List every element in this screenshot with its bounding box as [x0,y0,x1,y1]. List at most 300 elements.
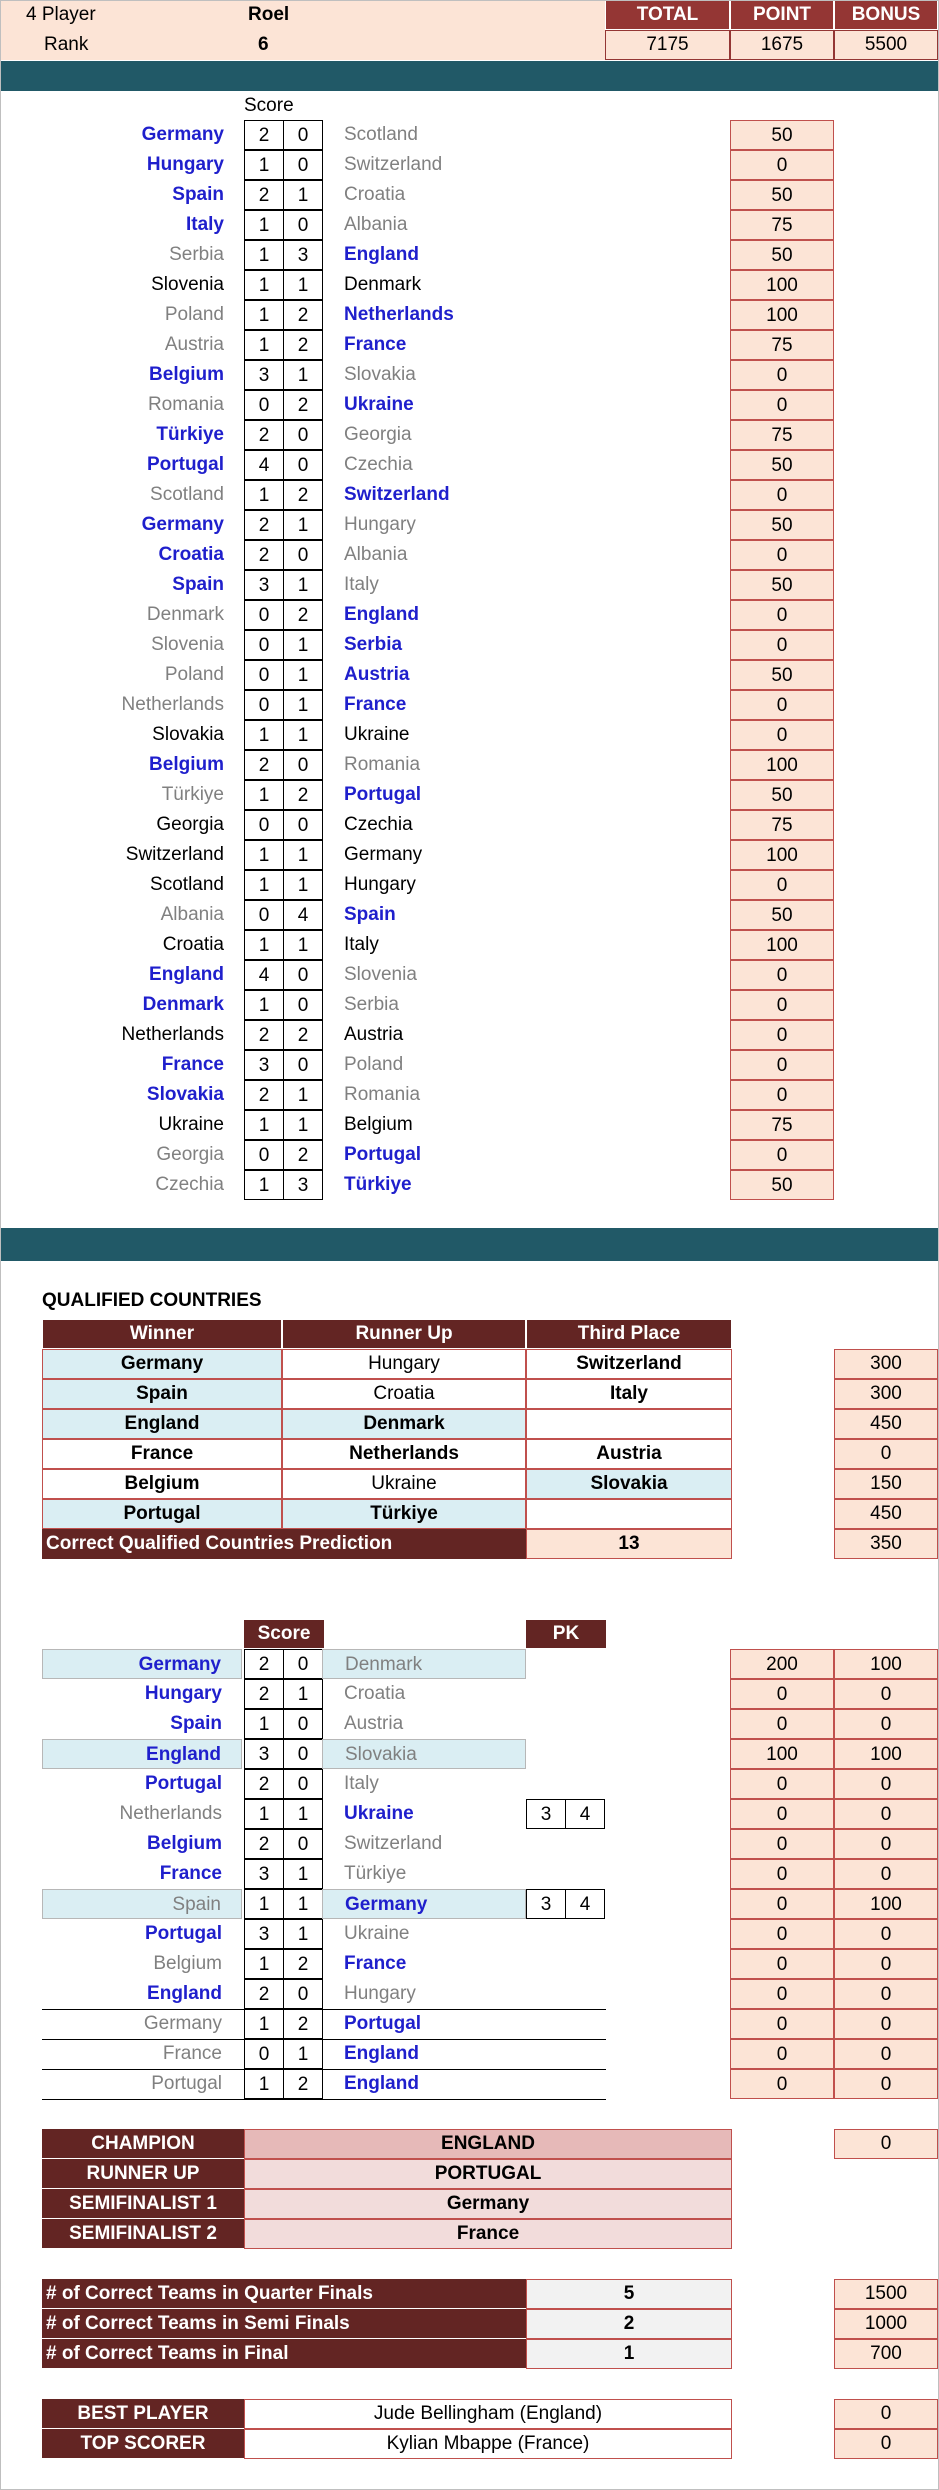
away-score-input[interactable]: 0 [283,990,323,1020]
home-score-input[interactable]: 3 [244,1050,284,1080]
round-divider-line [42,2009,606,2010]
pk-away-input[interactable]: 4 [565,1799,605,1829]
home-score-input[interactable]: 2 [244,120,284,150]
away-score-input[interactable]: 4 [283,900,323,930]
top-scorer-points: 0 [834,2429,938,2459]
knockout-points: 0 [730,1799,834,1829]
away-score-input[interactable]: 2 [283,1140,323,1170]
away-team: Portugal [344,1144,422,1165]
home-team: Portugal [146,454,224,475]
player-name[interactable]: Roel [248,4,290,25]
qualified-footer-label: Correct Qualified Countries Prediction [42,1529,526,1559]
home-score-input[interactable]: 2 [244,750,284,780]
knockout-bonus: 0 [834,2039,938,2069]
knockout-points: 0 [730,1679,834,1709]
match-points: 50 [730,780,834,810]
table-row [0,840,939,870]
bonus-value: 5500 [834,30,938,60]
away-score-input[interactable]: 1 [283,870,323,900]
knockout-home-team: Hungary [144,1683,222,1704]
match-points: 0 [730,600,834,630]
knockout-bonus: 0 [834,1979,938,2009]
knockout-home-score-input[interactable]: 1 [244,2009,284,2039]
third-place-cell[interactable]: Switzerland [526,1349,732,1379]
correct-teams-label: # of Correct Teams in Quarter Finals [42,2279,526,2309]
home-score-input[interactable]: 1 [244,870,284,900]
away-team: Croatia [344,184,406,205]
away-team: Scotland [344,124,418,145]
away-score-input[interactable]: 1 [283,1110,323,1140]
home-team: Spain [172,184,224,205]
away-score-input[interactable]: 0 [283,450,323,480]
home-score-input[interactable]: 1 [244,210,284,240]
match-points: 0 [730,1080,834,1110]
runner-up-cell[interactable]: Denmark [282,1409,526,1439]
winner-cell[interactable]: France [42,1439,282,1469]
away-team: England [344,244,419,265]
away-score-input[interactable]: 0 [283,1050,323,1080]
group-points: 0 [834,1439,938,1469]
top-scorer-value[interactable]: Kylian Mbappe (France) [244,2429,732,2459]
knockout-away-team: Denmark [322,1649,526,1679]
knockout-pk-header: PK [526,1620,606,1648]
knockout-bonus: 0 [834,1829,938,1859]
knockout-points: 0 [730,2069,834,2099]
table-row [0,1140,939,1170]
home-score-input[interactable]: 2 [244,1080,284,1110]
champion-points: 0 [834,2129,938,2159]
knockout-away-score-input[interactable]: 1 [283,1679,323,1709]
knockout-away-score-input[interactable]: 0 [283,1769,323,1799]
away-score-input[interactable]: 2 [283,480,323,510]
knockout-away-team: Ukraine [344,1803,414,1824]
away-score-input[interactable]: 2 [283,330,323,360]
winner-cell[interactable]: Portugal [42,1499,282,1529]
home-score-input[interactable]: 2 [244,540,284,570]
table-row [0,870,939,900]
home-team: Netherlands [121,694,224,715]
knockout-away-score-input[interactable]: 0 [283,1829,323,1859]
third-place-cell[interactable]: Italy [526,1379,732,1409]
away-team: Türkiye [344,1174,412,1195]
home-score-input[interactable]: 0 [244,600,284,630]
home-score-input[interactable]: 1 [244,150,284,180]
knockout-away-score-input[interactable]: 0 [283,1649,323,1679]
winner-cell[interactable]: England [42,1409,282,1439]
knockout-away-score-input[interactable]: 1 [283,1889,323,1919]
home-team: Belgium [149,754,224,775]
away-score-input[interactable]: 1 [283,840,323,870]
knockout-away-team: Austria [344,1713,404,1734]
away-team: Switzerland [344,484,450,505]
home-team: Denmark [142,994,224,1015]
knockout-away-score-input[interactable]: 2 [283,2069,323,2099]
away-score-input[interactable]: 2 [283,780,323,810]
home-score-input[interactable]: 4 [244,960,284,990]
home-team: Ukraine [158,1114,224,1135]
knockout-bonus: 100 [834,1649,938,1679]
match-points: 0 [730,1050,834,1080]
home-team: Belgium [149,364,224,385]
away-team: Portugal [344,784,422,805]
away-team: Denmark [344,274,422,295]
home-team: Scotland [150,874,224,895]
away-score-input[interactable]: 0 [283,960,323,990]
knockout-home-score-input[interactable]: 1 [244,1709,284,1739]
home-team: Austria [164,334,224,355]
knockout-home-score-input[interactable]: 2 [244,1829,284,1859]
knockout-bonus: 0 [834,1859,938,1889]
table-row [0,210,939,240]
home-team: Slovenia [151,274,224,295]
table-row [0,780,939,810]
champion-value[interactable]: ENGLAND [244,2129,732,2159]
knockout-home-team: Portugal [144,1923,222,1944]
best-player-label: BEST PLAYER [42,2399,244,2429]
match-points: 0 [730,150,834,180]
away-score-input[interactable]: 0 [283,420,323,450]
home-team: France [161,1054,224,1075]
away-score-input[interactable]: 1 [283,930,323,960]
round-divider-line [42,2099,606,2100]
away-score-input[interactable]: 3 [283,1170,323,1200]
away-team: Albania [344,544,408,565]
knockout-bonus: 0 [834,1799,938,1829]
best-player-value[interactable]: Jude Bellingham (England) [244,2399,732,2429]
knockout-home-score-input[interactable]: 2 [244,1679,284,1709]
total-header: TOTAL [605,0,730,30]
knockout-home-team: Germany [143,2013,222,2034]
match-points: 0 [730,1140,834,1170]
away-score-input[interactable]: 1 [283,630,323,660]
match-points: 75 [730,420,834,450]
home-score-input[interactable]: 1 [244,300,284,330]
winner-cell[interactable]: Belgium [42,1469,282,1499]
semifinalist-2-value[interactable]: France [244,2219,732,2249]
point-value: 1675 [730,30,834,60]
rank-label: Rank [44,34,89,55]
home-score-input[interactable]: 1 [244,270,284,300]
knockout-points: 0 [730,1709,834,1739]
correct-teams-count: 2 [526,2309,732,2339]
away-team: France [344,694,407,715]
away-team: Romania [344,754,421,775]
home-score-input[interactable]: 0 [244,390,284,420]
knockout-away-team: Germany [322,1889,526,1919]
knockout-away-score-input[interactable]: 2 [283,1949,323,1979]
home-team: Scotland [150,484,224,505]
correct-teams-points: 1000 [834,2309,938,2339]
away-score-input[interactable]: 1 [283,510,323,540]
match-points: 50 [730,240,834,270]
runner-up-header: Runner Up [282,1319,526,1349]
knockout-score-header: Score [244,1620,324,1648]
away-score-input[interactable]: 0 [283,540,323,570]
knockout-bonus: 0 [834,1919,938,1949]
match-points: 0 [730,870,834,900]
home-team: Croatia [162,934,224,955]
runner-up-cell[interactable]: Netherlands [282,1439,526,1469]
match-points: 0 [730,390,834,420]
third-place-cell[interactable]: Austria [526,1439,732,1469]
knockout-away-score-input[interactable]: 0 [283,1979,323,2009]
home-team: Hungary [146,154,224,175]
home-score-input[interactable]: 2 [244,1020,284,1050]
away-team: Poland [344,1054,404,1075]
knockout-home-score-input[interactable]: 1 [244,1799,284,1829]
knockout-points: 0 [730,1919,834,1949]
knockout-away-team: England [344,2043,419,2064]
match-points: 0 [730,960,834,990]
away-team: Switzerland [344,154,443,175]
knockout-home-team: France [162,2043,222,2064]
home-score-input[interactable]: 4 [244,450,284,480]
rank-value: 6 [258,34,269,55]
knockout-home-score-input[interactable]: 3 [244,1859,284,1889]
away-score-input[interactable]: 3 [283,240,323,270]
table-row [0,990,939,1020]
table-row [0,120,939,150]
away-team: Belgium [344,1114,413,1135]
match-points: 50 [730,510,834,540]
pk-away-input[interactable]: 4 [565,1889,605,1919]
knockout-bonus: 0 [834,2069,938,2099]
table-row [0,360,939,390]
knockout-points: 0 [730,1829,834,1859]
knockout-home-score-input[interactable]: 1 [244,1889,284,1919]
away-team: Czechia [344,454,413,475]
correct-teams-count: 5 [526,2279,732,2309]
match-points: 75 [730,210,834,240]
away-team: Ukraine [344,394,414,415]
away-score-input[interactable]: 0 [283,150,323,180]
home-score-input[interactable]: 0 [244,630,284,660]
knockout-home-team: Belgium [153,1953,222,1974]
knockout-away-team: Italy [344,1773,379,1794]
away-score-input[interactable]: 2 [283,300,323,330]
match-points: 0 [730,690,834,720]
runner-up-cell[interactable]: Hungary [282,1349,526,1379]
table-row [0,660,939,690]
table-row [0,960,939,990]
away-score-input[interactable]: 2 [283,600,323,630]
champion-label: CHAMPION [42,2129,244,2159]
knockout-bonus: 100 [834,1739,938,1769]
home-score-input[interactable]: 0 [244,1140,284,1170]
knockout-bonus: 0 [834,1769,938,1799]
table-row [0,690,939,720]
knockout-home-score-input[interactable]: 1 [244,2069,284,2099]
match-points: 50 [730,900,834,930]
group-points: 450 [834,1409,938,1439]
knockout-away-score-input[interactable]: 0 [283,1709,323,1739]
knockout-home-score-input[interactable]: 3 [244,1739,284,1769]
home-score-input[interactable]: 3 [244,360,284,390]
away-team: Serbia [344,994,399,1015]
away-team: Serbia [344,634,403,655]
home-team: Slovakia [146,1084,224,1105]
knockout-bonus: 0 [834,2009,938,2039]
knockout-points: 0 [730,1859,834,1889]
pk-home-input[interactable]: 3 [526,1799,566,1829]
home-team: Slovenia [151,634,224,655]
pk-home-input[interactable]: 3 [526,1889,566,1919]
home-score-input[interactable]: 1 [244,1110,284,1140]
home-team: Czechia [155,1174,224,1195]
knockout-home-team: Belgium [147,1833,222,1854]
top-scorer-label: TOP SCORER [42,2429,244,2459]
third-place-cell[interactable]: Slovakia [526,1469,732,1499]
away-score-input[interactable]: 0 [283,750,323,780]
correct-teams-count: 1 [526,2339,732,2369]
knockout-home-team: England [147,1983,222,2004]
knockout-home-score-input[interactable]: 3 [244,1919,284,1949]
away-team: Ukraine [344,724,410,745]
knockout-home-score-input[interactable]: 1 [244,1949,284,1979]
home-team: Netherlands [121,1024,224,1045]
group-points: 300 [834,1379,938,1409]
knockout-away-score-input[interactable]: 2 [283,2009,323,2039]
home-score-input[interactable]: 2 [244,180,284,210]
table-row [0,390,939,420]
winner-cell[interactable]: Germany [42,1349,282,1379]
table-row [0,930,939,960]
knockout-points: 0 [730,1769,834,1799]
section-divider-middle [0,1228,939,1261]
home-score-input[interactable]: 3 [244,570,284,600]
home-score-input[interactable]: 1 [244,1170,284,1200]
home-team: Türkiye [156,424,224,445]
knockout-away-team: Türkiye [344,1863,407,1884]
match-points: 100 [730,300,834,330]
home-score-input[interactable]: 1 [244,720,284,750]
away-score-input[interactable]: 0 [283,210,323,240]
away-score-input[interactable]: 1 [283,1080,323,1110]
match-points: 50 [730,450,834,480]
home-score-input[interactable]: 1 [244,330,284,360]
home-score-input[interactable]: 1 [244,840,284,870]
table-row [0,450,939,480]
away-team: England [344,604,419,625]
away-team: France [344,334,407,355]
away-score-input[interactable]: 2 [283,390,323,420]
home-score-input[interactable]: 2 [244,420,284,450]
knockout-points: 0 [730,1889,834,1919]
away-score-input[interactable]: 1 [283,570,323,600]
knockout-home-team: Portugal [144,1773,222,1794]
away-score-input[interactable]: 1 [283,660,323,690]
away-score-input[interactable]: 1 [283,180,323,210]
knockout-home-score-input[interactable]: 2 [244,1769,284,1799]
match-points: 0 [730,990,834,1020]
third-place-cell[interactable] [526,1409,732,1439]
home-score-input[interactable]: 0 [244,900,284,930]
home-score-input[interactable]: 0 [244,660,284,690]
table-row [0,300,939,330]
runner-up-label: RUNNER UP [42,2159,244,2189]
away-team: Slovenia [344,964,417,985]
player-label: 4 Player [26,4,96,25]
home-score-input[interactable]: 0 [244,690,284,720]
knockout-away-score-input[interactable]: 1 [283,1919,323,1949]
home-score-input[interactable]: 1 [244,780,284,810]
away-team: Hungary [344,874,416,895]
semifinalist-1-value[interactable]: Germany [244,2189,732,2219]
table-row [0,240,939,270]
home-score-input[interactable]: 2 [244,510,284,540]
away-team: Austria [344,1024,404,1045]
home-team: Spain [172,574,224,595]
away-score-input[interactable]: 1 [283,270,323,300]
correct-teams-points: 700 [834,2339,938,2369]
knockout-away-score-input[interactable]: 0 [283,1739,323,1769]
runner-up-cell[interactable]: Croatia [282,1379,526,1409]
home-team: Denmark [146,604,224,625]
knockout-away-team: Hungary [344,1983,416,2004]
runner-up-cell[interactable]: Ukraine [282,1469,526,1499]
home-team: Slovakia [152,724,224,745]
knockout-home-team: England [42,1739,242,1769]
away-score-input[interactable]: 2 [283,1020,323,1050]
third-place-cell[interactable] [526,1499,732,1529]
home-score-input[interactable]: 1 [244,930,284,960]
knockout-points: 0 [730,1949,834,1979]
knockout-home-score-input[interactable]: 2 [244,1649,284,1679]
away-team: Georgia [344,424,412,445]
knockout-bonus: 0 [834,1709,938,1739]
home-team: Poland [164,304,224,325]
knockout-away-score-input[interactable]: 1 [283,1859,323,1889]
away-score-input[interactable]: 1 [283,720,323,750]
knockout-away-team: Ukraine [344,1923,410,1944]
qualified-footer-points: 350 [834,1529,938,1559]
match-points: 0 [730,720,834,750]
match-points: 75 [730,810,834,840]
knockout-home-score-input[interactable]: 2 [244,1979,284,2009]
match-points: 0 [730,630,834,660]
knockout-points: 0 [730,2039,834,2069]
home-team: Türkiye [161,784,224,805]
away-score-input[interactable]: 1 [283,690,323,720]
semifinalist-2-label: SEMIFINALIST 2 [42,2219,244,2249]
table-row [0,180,939,210]
best-player-points: 0 [834,2399,938,2429]
away-team: Slovakia [344,364,416,385]
table-row [0,630,939,660]
away-score-input[interactable]: 0 [283,120,323,150]
match-points: 50 [730,180,834,210]
runner-up-value[interactable]: PORTUGAL [244,2159,732,2189]
winner-cell[interactable]: Spain [42,1379,282,1409]
home-score-input[interactable]: 1 [244,240,284,270]
runner-up-cell[interactable]: Türkiye [282,1499,526,1529]
match-points: 75 [730,1110,834,1140]
third-place-header: Third Place [526,1319,732,1349]
semifinalist-1-label: SEMIFINALIST 1 [42,2189,244,2219]
away-team: Romania [344,1084,421,1105]
home-score-input[interactable]: 1 [244,990,284,1020]
home-score-input[interactable]: 0 [244,810,284,840]
home-score-input[interactable]: 1 [244,480,284,510]
knockout-away-score-input[interactable]: 1 [283,1799,323,1829]
knockout-home-score-input[interactable]: 0 [244,2039,284,2069]
knockout-away-score-input[interactable]: 1 [283,2039,323,2069]
home-team: Serbia [169,244,224,265]
away-score-input[interactable]: 0 [283,810,323,840]
away-team: Czechia [344,814,413,835]
away-score-input[interactable]: 1 [283,360,323,390]
match-points: 100 [730,270,834,300]
